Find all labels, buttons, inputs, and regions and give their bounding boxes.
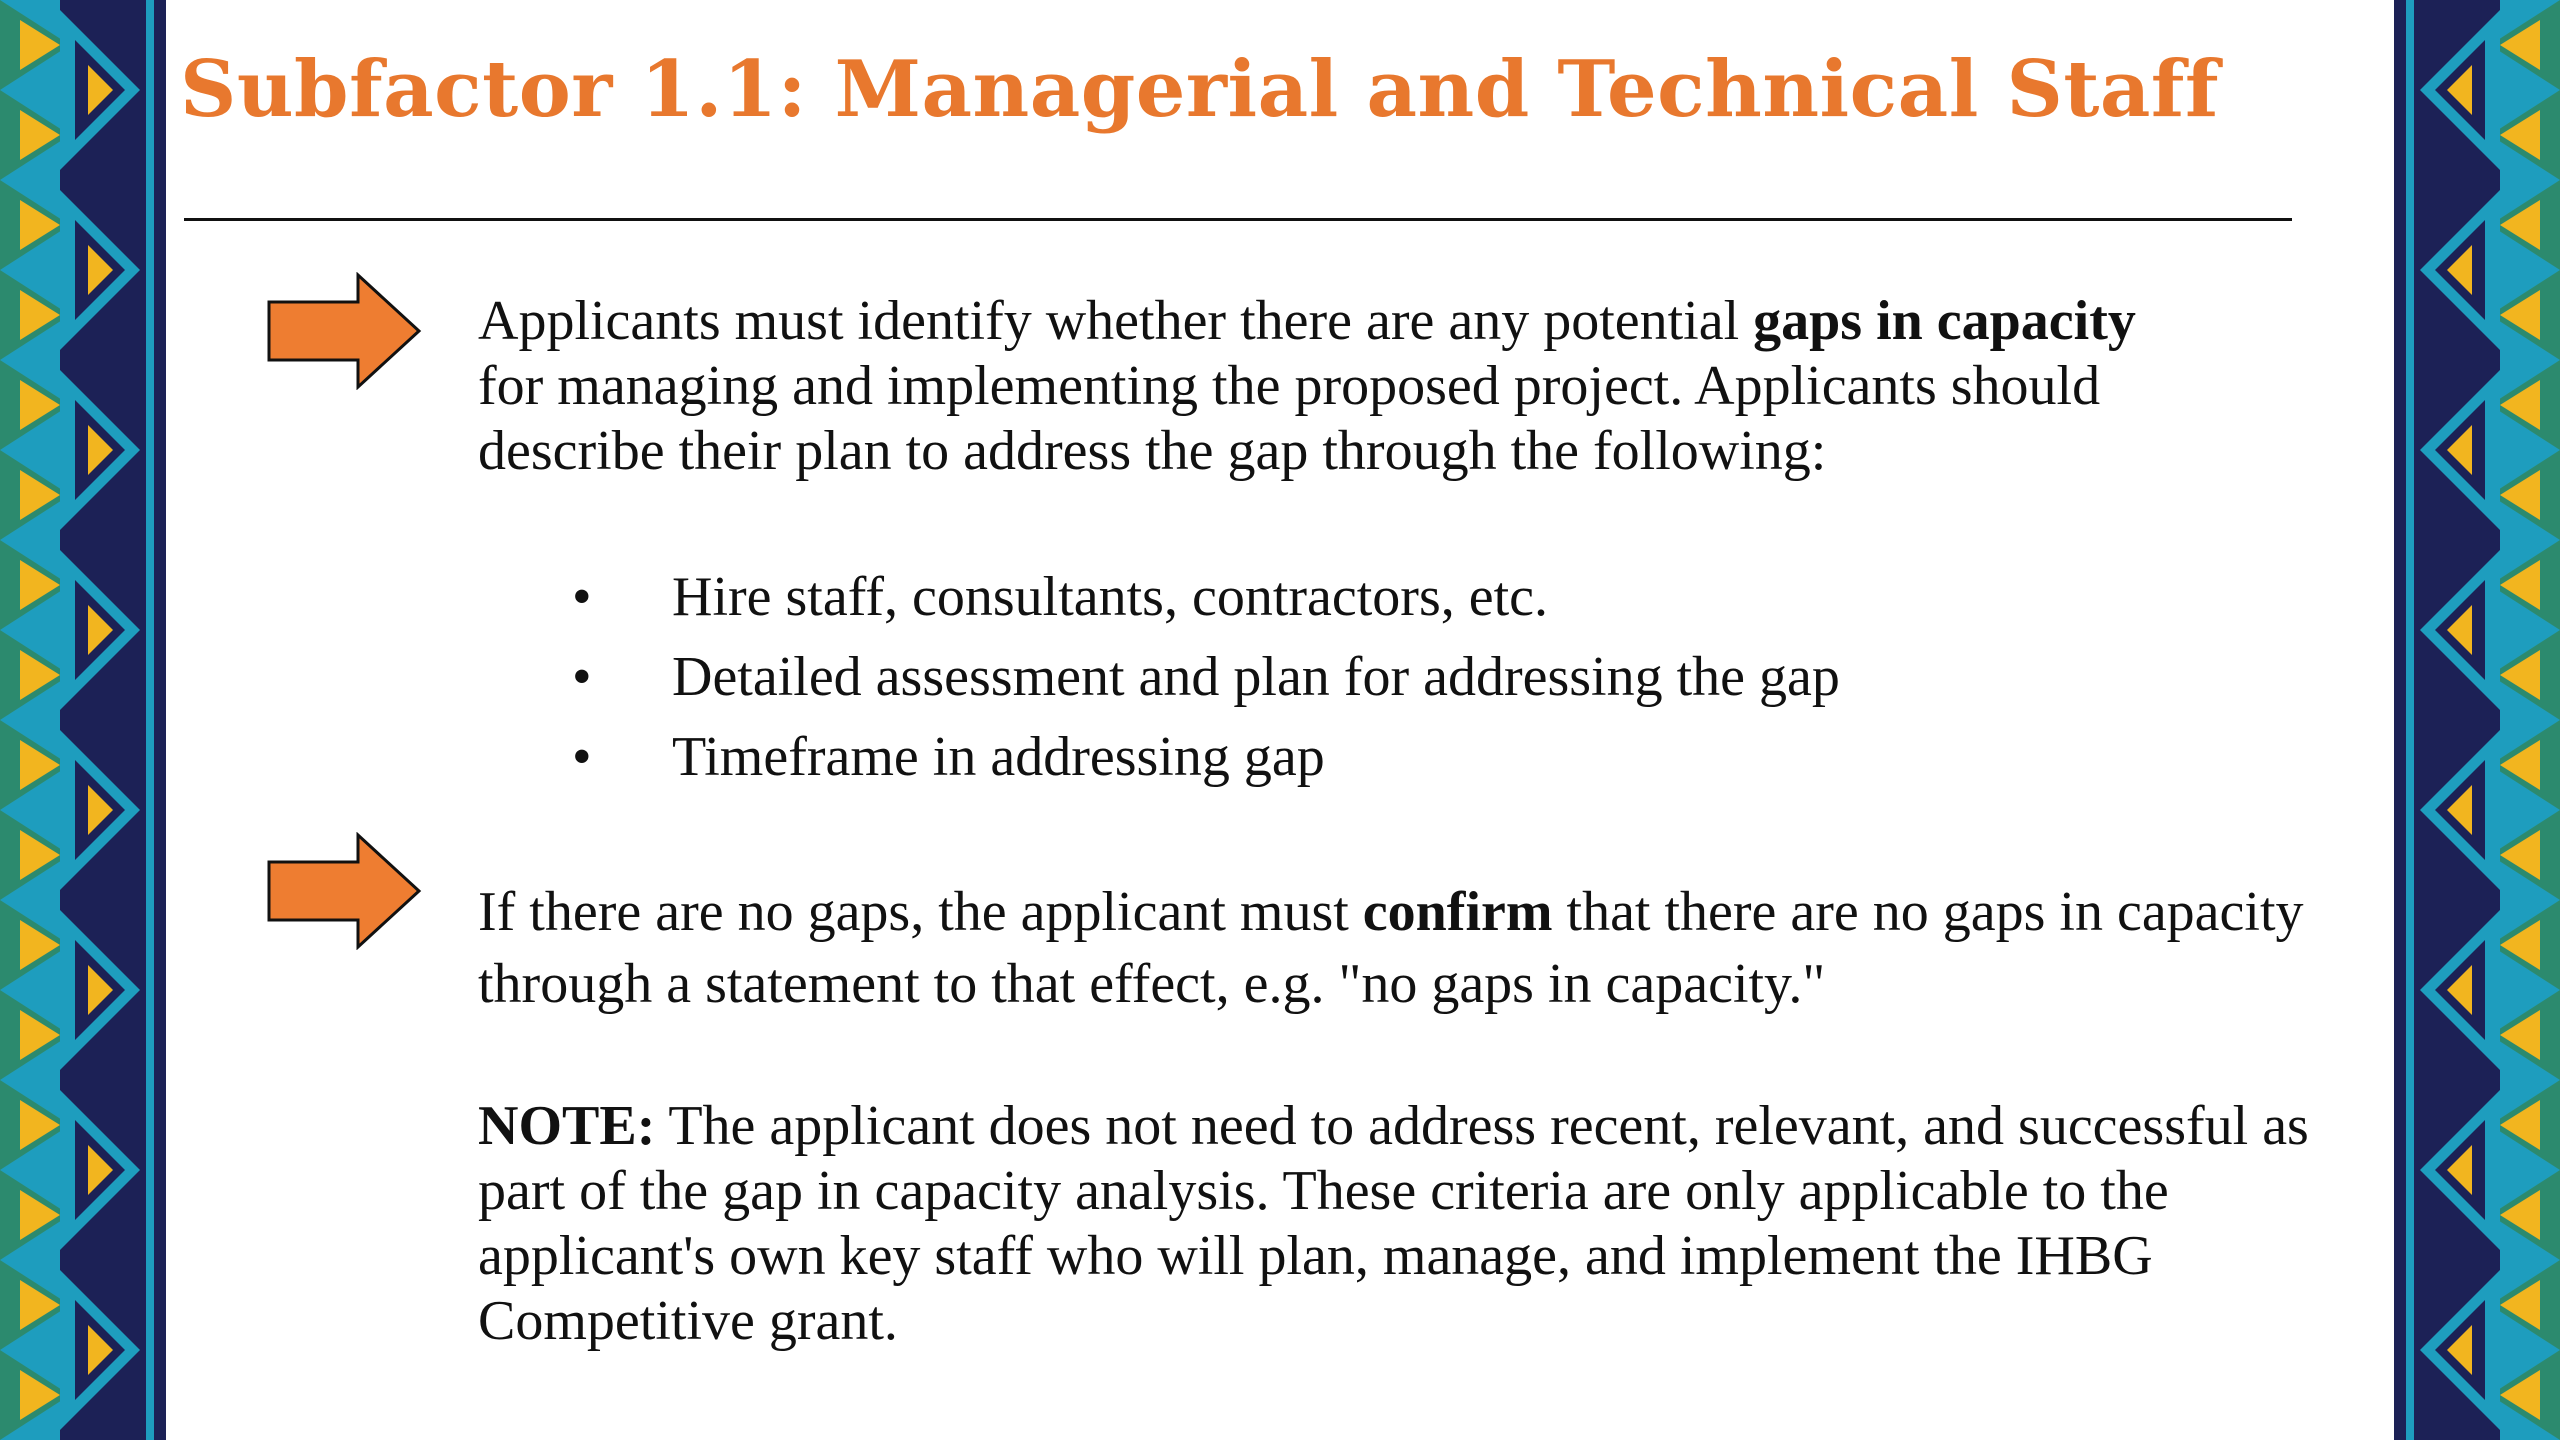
paragraph-no-gaps-confirm xyxy=(478,876,2338,1020)
bullet-dot: • xyxy=(572,566,592,628)
paragraph1-text-end: for managing and implementing the proposed project. Applicants should describe their plan to address the gap through the following: xyxy=(478,355,2101,482)
bullet-text: Timeframe in addressing gap xyxy=(672,726,1325,788)
slide-title: Subfactor 1.1: Managerial and Technical Staff xyxy=(180,44,2219,135)
paragraph2-text-end: that there are no gaps in capacity through a statement to that effect, e.g. "no gaps in capacity." xyxy=(478,881,2304,1015)
list-item xyxy=(560,645,1840,725)
list-item xyxy=(560,725,1840,805)
paragraph2-bold-confirm: confirm xyxy=(1362,881,1553,943)
list-item xyxy=(560,565,1840,645)
bullet-text: Detailed assessment and plan for addressing the gap xyxy=(672,646,1840,708)
right-arrow-icon xyxy=(266,272,422,390)
right-arrow-icon xyxy=(266,832,422,950)
note-text: The applicant does not need to address recent, relevant, and successful as part of the gap in capacity analysis. These criteria are only applicable to the applicant's own key staff who will plan, manage, and implement the IHBG Competitive grant. xyxy=(478,1095,2309,1352)
right-decorative-border xyxy=(2394,0,2560,1440)
paragraph1-bold-gaps: gaps in capacity xyxy=(1753,290,2136,352)
note-label: NOTE: xyxy=(478,1095,656,1157)
paragraph1-text-start: Applicants must identify whether there are any potential xyxy=(478,290,1754,352)
bullet-dot: • xyxy=(572,726,592,788)
plan-bullet-list xyxy=(560,565,1840,805)
title-divider xyxy=(184,218,2292,221)
bullet-dot: • xyxy=(572,646,592,708)
paragraph-gaps-in-capacity xyxy=(478,289,2178,484)
paragraph2-text-start: If there are no gaps, the applicant must xyxy=(478,881,1363,943)
bullet-text: Hire staff, consultants, contractors, etc. xyxy=(672,566,1549,628)
left-decorative-border xyxy=(0,0,166,1440)
note-paragraph xyxy=(478,1094,2338,1354)
